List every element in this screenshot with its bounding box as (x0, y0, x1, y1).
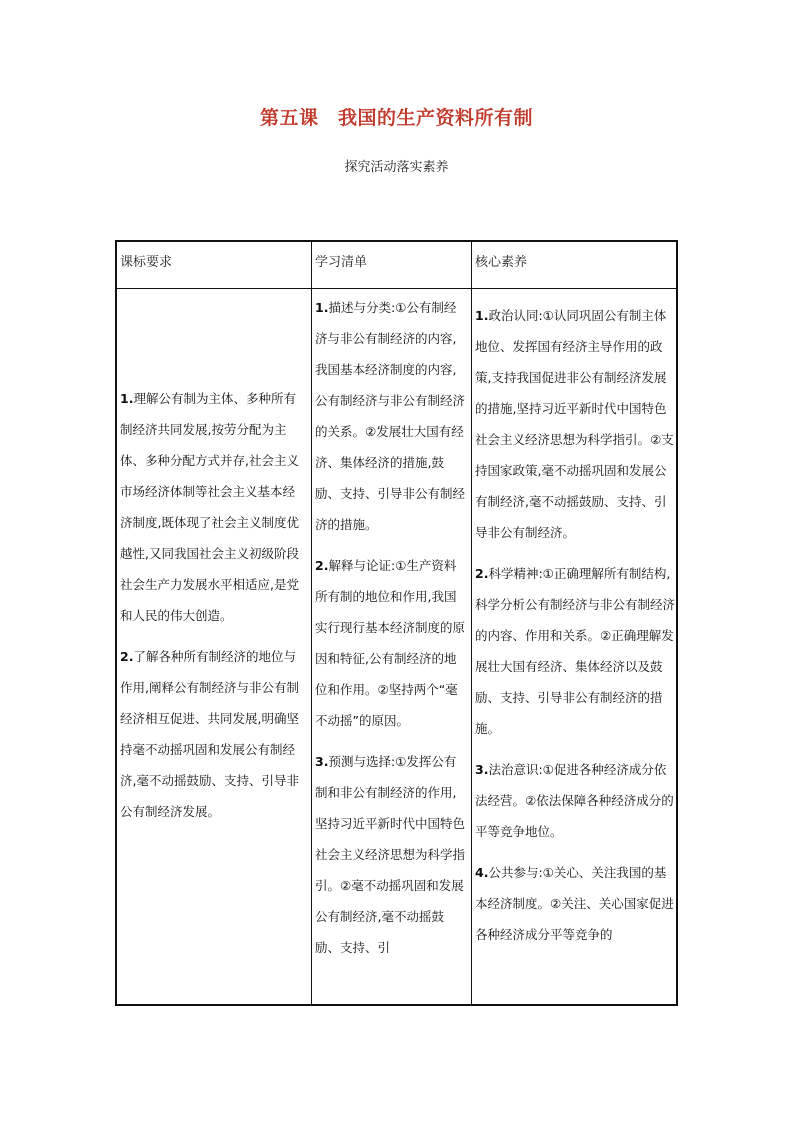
header-checklist: 学习清单 (315, 255, 368, 270)
header-standards: 课标要求 (120, 255, 173, 270)
checklist-item: 2.解释与论证:①生产资料所有制的地位和作用,我国实行现行基本经济制度的原因和特征,公有制经济的地位和作用。②坚持两个“毫不动摇”的原因。 (315, 558, 466, 728)
competency-item: 4.公共参与:①关心、关注我国的基本经济制度。②关注、关心国家促进各种经济成分平等竞争的 (475, 865, 674, 942)
competency-item: 2.科学精神:①正确理解所有制结构,科学分析公有制经济与非公有制经济的内容、作用和关系。②正确理解发展壮大国有经济、集体经济以及鼓励、支持、引导非公有制经济的措施。 (475, 566, 675, 736)
header-divider (117, 288, 676, 289)
checklist-item: 1.描述与分类:①公有制经济与非公有制经济的内容,我国基本经济制度的内容,公有制经济与非公有制经济的关系。②发展壮大国有经济、集体经济的措施,鼓励、支持、引导非公有制经济的措施。 (315, 300, 466, 532)
standard-item: 1.理解公有制为主体、多种所有制经济共同发展,按劳分配为主体、多种分配方式并存,社会主义市场经济体制等社会主义基本经济制度,既体现了社会主义制度优越性,又同我国社会主义初级阶段社会生产力发展水平相适应,是党和人民的伟大创造。 (120, 391, 299, 623)
curriculum-table (115, 240, 678, 1006)
checklist-cell (315, 292, 467, 1002)
checklist-item: 3.预测与选择:①发挥公有制和非公有制经济的作用,坚持习近平新时代中国特色社会主义经济思想为科学指引。②毫不动摇巩固和发展公有制经济,毫不动摇鼓励、支持、引 (315, 754, 466, 955)
standards-cell (120, 383, 307, 837)
competency-item: 3.法治意识:①促进各种经济成分依法经营。②依法保障各种经济成分的平等竞争地位。 (475, 762, 674, 839)
column-divider (311, 242, 312, 1004)
page-title: 第五课 我国的生产资料所有制 (259, 107, 533, 129)
standard-item: 2.了解各种所有制经济的地位与作用,阐释公有制经济与非公有制经济相互促进、共同发展,明确坚持毫不动摇巩固和发展公有制经济,毫不动摇鼓励、支持、引导非公有制经济发展。 (120, 649, 299, 819)
page-subtitle: 探究活动落实素养 (344, 160, 449, 175)
column-divider (471, 242, 472, 1004)
header-competencies: 核心素养 (475, 255, 528, 270)
competency-item: 1.政治认同:①认同巩固公有制主体地位、发挥国有经济主导作用的政策,支持我国促进非公有制经济发展的措施,坚持习近平新时代中国特色社会主义经济思想为科学指引。②支持国家政策,毫不动摇巩固和发展公有制经济,毫不动摇鼓励、支持、引导非公有制经济。 (475, 308, 674, 540)
competencies-cell (475, 300, 675, 1000)
